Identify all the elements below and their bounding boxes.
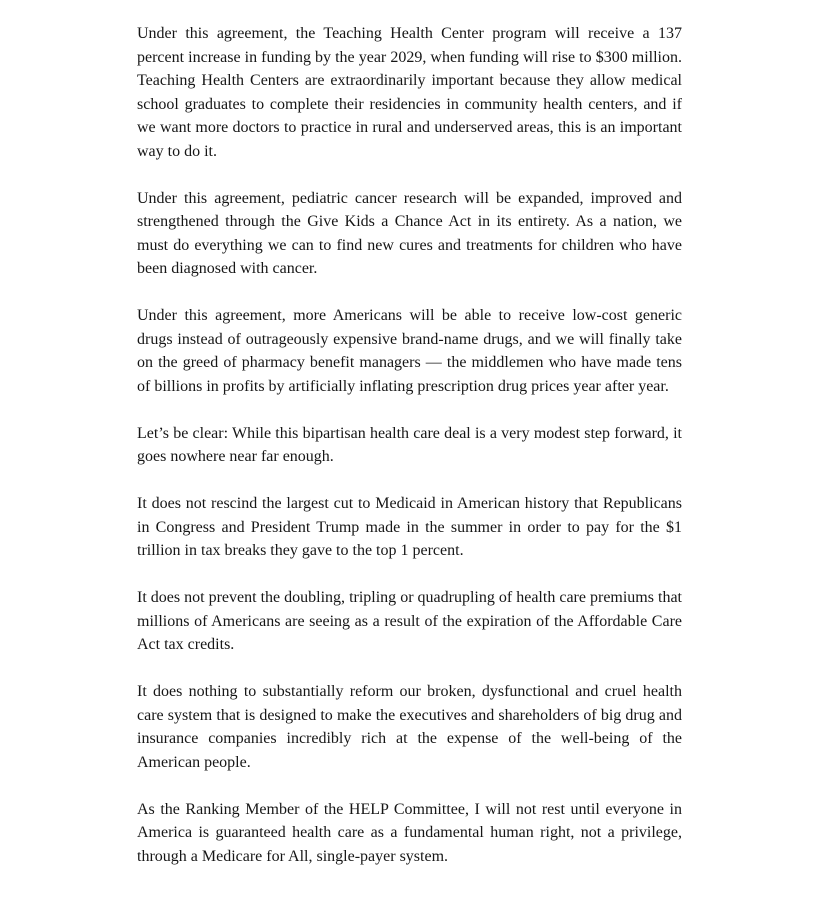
- paragraph-lets-be-clear: Let’s be clear: While this bipartisan health care deal is a very modest step forward, it goes nowhere near far enough.: [137, 424, 682, 465]
- paragraph-pediatric-cancer-research: Under this agreement, pediatric cancer research will be expanded, improved and strengthened through the Give Kids a Chance Act in its entirety. As a nation, we must do everything we can to find new cures and treatments for children who have been diagnosed with cancer.: [137, 189, 682, 277]
- document-text-column: [137, 22, 682, 868]
- paragraph-broken-system: It does nothing to substantially reform our broken, dysfunctional and cruel health care system that is designed to make the executives and shareholders of big drug and insurance companies incredibly rich at the expense of the well-being of the American people.: [137, 683, 682, 771]
- paragraph-generic-drugs-pbm: Under this agreement, more Americans will be able to receive low-cost generic drugs instead of outrageously expensive brand-name drugs, and we will finally take on the greed of pharmacy benefit managers — the middlemen who have made tens of billions in profits by artificially inflating prescription drug prices year after year.: [137, 307, 682, 395]
- paragraph-medicaid-cut: It does not rescind the largest cut to Medicaid in American history that Republicans in Congress and President Trump made in the summer in order to pay for the $1 trillion in tax breaks they gave to the top 1 percent.: [137, 495, 682, 559]
- paragraph-teaching-health-centers: Under this agreement, the Teaching Health Center program will receive a 137 percent increase in funding by the year 2029, when funding will rise to $300 million. Teaching Health Centers are extraordinarily important because they allow medical school graduates to complete their residencies in community health centers, and if we want more doctors to practice in rural and underserved areas, this is an important way to do it.: [137, 25, 682, 160]
- paragraph-premiums-aca-credits: It does not prevent the doubling, tripling or quadrupling of health care premiums that millions of Americans are seeing as a result of the expiration of the Affordable Care Act tax credits.: [137, 589, 682, 653]
- paragraph-ranking-member-closing: As the Ranking Member of the HELP Committee, I will not rest until everyone in America is guaranteed health care as a fundamental human right, not a privilege, through a Medicare for All, single-payer system.: [137, 800, 682, 865]
